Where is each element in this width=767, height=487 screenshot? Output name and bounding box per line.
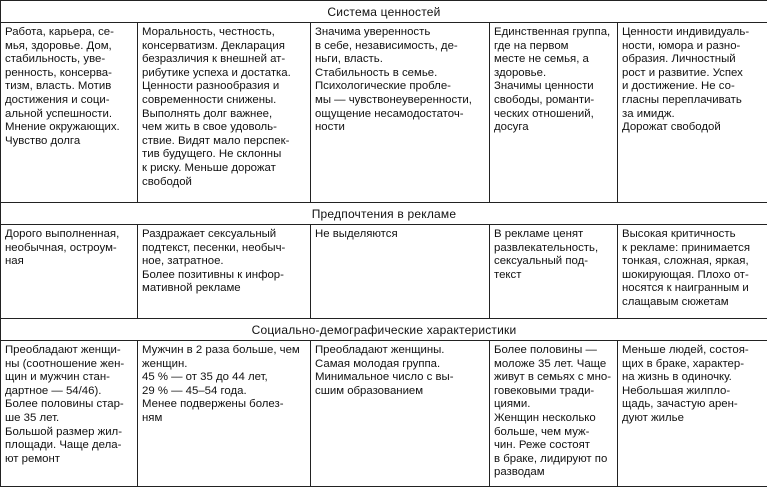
cell-text-line: консерватизм. Декларация — [142, 39, 285, 52]
cell-text-line: слащавым сюжетам — [622, 295, 729, 308]
table-row — [1, 23, 767, 203]
cell-text-line: рибутике успеха и достатка. — [142, 66, 291, 79]
cell-text-line: Более позитивны к инфор- — [142, 268, 284, 281]
cell-text-line: Работа, карьера, се- — [5, 26, 114, 38]
cell-text-line: свободы, романти- — [494, 93, 595, 106]
table-cell — [311, 341, 490, 487]
cell-text-line: В рекламе ценят — [494, 228, 584, 240]
cell-text-line: Более половины — — [494, 344, 597, 356]
cell-text-line: здоровье. — [494, 66, 547, 79]
cell-text-line: тив будущего. Не склонны — [142, 148, 282, 161]
table-row — [1, 225, 767, 319]
cell-text-line: ности — [315, 121, 345, 134]
cell-text-line: безразличия к внешней ат- — [142, 53, 286, 66]
table-row — [1, 341, 767, 487]
cell-text-line: Небольшая жилпло- — [622, 384, 731, 397]
cell-text-line: Мнение окружающих. — [5, 121, 120, 134]
table-cell — [1, 341, 138, 487]
table-cell — [1, 225, 138, 319]
cell-text-line: Моральность, честность, — [142, 26, 275, 38]
table-cell — [311, 23, 490, 203]
section-header: Система ценностей — [1, 1, 767, 23]
cell-text-line: Чувство долга — [5, 134, 81, 147]
cell-text-line: Большой размер жил- — [5, 425, 122, 438]
cell-text-line: ше 35 лет. — [5, 411, 60, 424]
cell-text-line: ньги, власть. — [315, 53, 383, 66]
cell-text-line: женщин. — [142, 357, 188, 370]
cell-text-line: Дорого выполненная, — [5, 228, 120, 240]
cell-text-line: чем жить в свое удоволь- — [142, 121, 277, 134]
cell-text-line: мья, здоровье. Дом, — [5, 39, 112, 52]
table-cell — [618, 23, 767, 203]
cell-text-line: Преобладают женщи- — [5, 344, 121, 356]
cell-text-line: Значима уверенность — [315, 26, 431, 38]
cell-text-line: за имидж. — [622, 107, 675, 120]
cell-text-line: разводам — [494, 466, 545, 479]
cell-text-line: ням — [142, 411, 163, 424]
cell-text-line: сшим образованием — [315, 384, 424, 397]
cell-text-line: Мужчин в 2 раза больше, чем — [142, 344, 300, 356]
cell-text-line: больше, чем муж- — [494, 425, 590, 438]
cell-text-line: к риску. Меньше дорожат — [142, 161, 276, 174]
cell-text-line: Психологические пробле- — [315, 80, 451, 93]
table-cell — [490, 23, 618, 203]
cell-text-line: Выполнять долг важнее, — [142, 107, 273, 120]
cell-text-line: ное, затратное. — [142, 255, 224, 268]
cell-text-line: 45 % — от 35 до 44 лет, — [142, 371, 268, 384]
cell-text-line: ческих отношений, — [494, 107, 594, 120]
cell-text-line: дартное — 54/46). — [5, 384, 102, 397]
section-header: Социально-демографические характеристики — [1, 319, 767, 341]
cell-text-line: дуют жилье — [622, 411, 684, 424]
cell-text-line: достижения и соци- — [5, 93, 110, 106]
cell-text-line: рост и развитие. Успех — [622, 66, 743, 79]
cell-text-line: сексуальный под- — [494, 255, 589, 268]
cell-text-line: щадь, зачастую арен- — [622, 398, 738, 411]
cell-text-line: Не выделяются — [315, 228, 398, 240]
cell-text-line: циями. — [494, 398, 531, 411]
cell-text-line: на жизнь в одиночку. — [622, 371, 732, 384]
cell-text-line: чин. Реже состоят — [494, 439, 591, 452]
cell-text-line: подтекст, песенки, необыч- — [142, 241, 286, 254]
cell-text-line: Минимальное число с вы- — [315, 371, 454, 384]
cell-text-line: Женщин несколько — [494, 411, 596, 424]
cell-text-line: досуга — [494, 121, 529, 134]
cell-text-line: в браке, лидируют по — [494, 452, 608, 465]
cell-text-line: Более половины стар- — [5, 398, 124, 411]
cell-text-line: текст — [494, 268, 522, 281]
cell-text-line: щих в браке, характер- — [622, 357, 745, 370]
cell-text-line: ют ремонт — [5, 452, 61, 465]
cell-text-line: развлекательность, — [494, 241, 599, 254]
cell-text-line: Менее подвержены болез- — [142, 398, 284, 411]
cell-text-line: 29 % — 45–54 года. — [142, 384, 247, 397]
table-cell — [490, 341, 618, 487]
cell-text-line: альной успешности. — [5, 107, 113, 120]
cell-text-line: Раздражает сексуальный — [142, 228, 277, 240]
cell-text-line: площади. Чаще дела- — [5, 439, 122, 452]
cell-text-line: ощущение несамодостаточ- — [315, 107, 464, 120]
cell-text-line: образия. Личностный — [622, 53, 736, 66]
cell-text-line: моложе 35 лет. Чаще — [494, 357, 607, 370]
cell-text-line: ствие. Видят мало перспек- — [142, 134, 290, 147]
cell-text-line: где на первом — [494, 39, 569, 52]
cell-text-line: свободой — [142, 175, 192, 188]
cell-text-line: шокирующая. Плохо от- — [622, 268, 749, 281]
cell-text-line: носятся к наигранным и — [622, 282, 749, 295]
cell-text-line: Самая молодая группа. — [315, 357, 441, 370]
cell-text-line: тонкая, сложная, яркая, — [622, 255, 749, 268]
cell-text-line: ная — [5, 255, 24, 268]
cell-text-line: Преобладают женщины. — [315, 344, 445, 356]
cell-text-line: в себе, независимость, де- — [315, 39, 458, 52]
table-cell — [138, 225, 311, 319]
cell-text-line: Ценности индивидуаль- — [622, 26, 750, 38]
table-cell — [138, 341, 311, 487]
cell-text-line: современности снижены. — [142, 93, 277, 106]
table-cell — [311, 225, 490, 319]
cell-text-line: гласны переплачивать — [622, 93, 742, 106]
table-cell — [618, 341, 767, 487]
cell-text-line: Высокая критичность — [622, 228, 736, 240]
cell-text-line: мы — чувствонеуверенности, — [315, 93, 472, 106]
cell-text-line: тизм, власть. Мотив — [5, 80, 112, 93]
cell-text-line: мативной рекламе — [142, 282, 241, 295]
table-cell — [490, 225, 618, 319]
cell-text-line: щин и мужчин стан- — [5, 371, 110, 384]
table-cell — [138, 23, 311, 203]
table-cell — [1, 23, 138, 203]
cell-text-line: ренность, консерва- — [5, 66, 112, 79]
cell-text-line: и достижение. Не со- — [622, 80, 735, 93]
cell-text-line: Меньше людей, состоя- — [622, 344, 749, 356]
cell-text-line: Ценности разнообразия и — [142, 80, 280, 93]
cell-text-line: говековыми тради- — [494, 384, 595, 397]
section-header: Предпочтения в рекламе — [1, 203, 767, 225]
cell-text-line: Единственная группа, — [494, 26, 611, 38]
cell-text-line: необычная, остроум- — [5, 241, 117, 254]
cell-text-line: Значимы ценности — [494, 80, 594, 93]
cell-text-line: стабильность, уве- — [5, 53, 106, 66]
cell-text-line: ны (соотношение жен- — [5, 357, 125, 370]
table-cell — [618, 225, 767, 319]
cell-text-line: месте не семья, а — [494, 53, 589, 66]
cell-text-line: к рекламе: принимается — [622, 241, 750, 254]
cell-text-line: Дорожат свободой — [622, 121, 721, 134]
cell-text-line: Стабильность в семье. — [315, 66, 438, 79]
cell-text-line: живут в семьях с мно- — [494, 371, 612, 384]
cell-text-line: ности, юмора и разно- — [622, 39, 741, 52]
